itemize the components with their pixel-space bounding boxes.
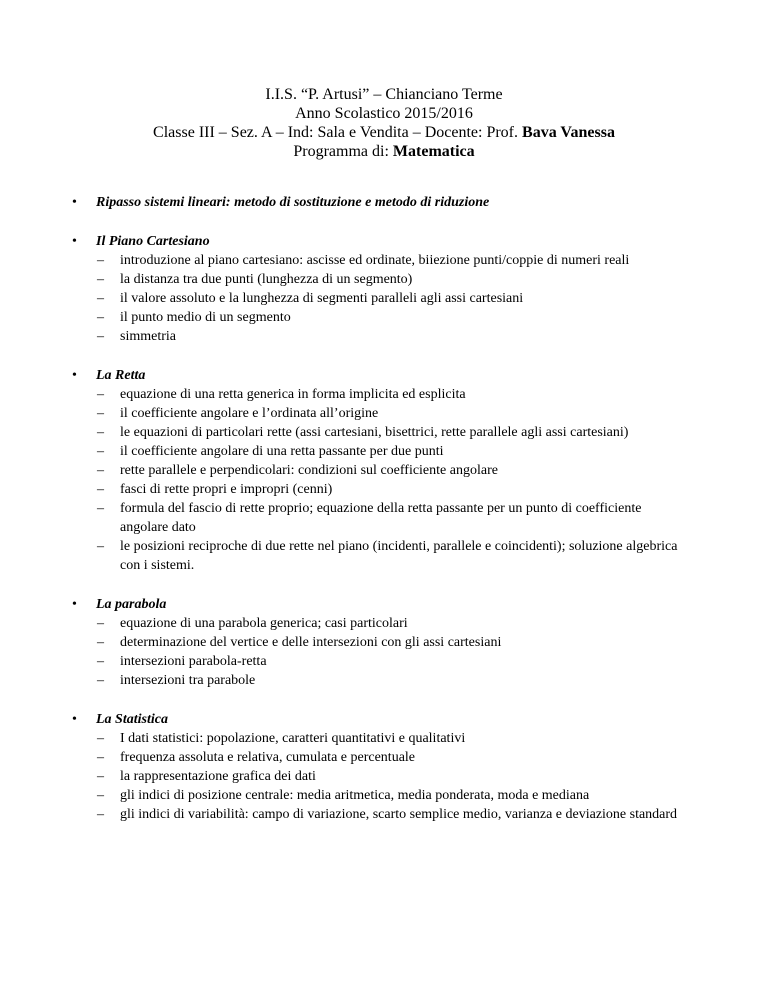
program-section <box>0 193 768 212</box>
dash-icon: – <box>97 253 104 268</box>
list-item <box>0 537 684 575</box>
list-item-text: intersezioni tra parabole <box>120 673 256 688</box>
dash-icon: – <box>97 616 104 631</box>
dash-icon: – <box>97 539 104 554</box>
list-item-text: intersezioni parabola-retta <box>120 654 267 669</box>
list-item-text: frequenza assoluta e relativa, cumulata e percentuale <box>120 750 416 765</box>
list-item <box>0 805 684 824</box>
dash-icon: – <box>97 406 104 421</box>
bullet-icon: • <box>72 368 77 383</box>
list-item-text: determinazione del vertice e delle intersezioni con gli assi cartesiani <box>120 635 502 650</box>
list-item-text: le posizioni reciproche di due rette nel piano (incidenti, parallele e coincidenti); soluzione algebrica con i sistemi. <box>120 539 678 573</box>
bullet-icon: • <box>72 712 77 727</box>
dash-icon: – <box>97 329 104 344</box>
list-item-text: la rappresentazione grafica dei dati <box>120 769 316 784</box>
bullet-icon: • <box>72 195 77 210</box>
list-item-text: equazione di una retta generica in forma implicita ed esplicita <box>120 387 466 402</box>
list-item <box>0 652 684 671</box>
program-section <box>0 366 768 575</box>
list-item <box>0 289 684 308</box>
list-item-text: le equazioni di particolari rette (assi cartesiani, bisettrici, rette parallele agli assi cartesiani) <box>120 425 629 440</box>
list-item <box>0 748 684 767</box>
school-year: Anno Scolastico 2015/2016 <box>295 105 473 122</box>
list-item <box>0 633 684 652</box>
list-item <box>0 461 684 480</box>
subject-name: Matematica <box>392 143 475 160</box>
dash-icon: – <box>97 291 104 306</box>
dash-icon: – <box>97 387 104 402</box>
list-item-text: il punto medio di un segmento <box>120 310 291 325</box>
program-title <box>0 142 768 161</box>
teacher-name: Bava Vanessa <box>522 124 615 141</box>
list-item <box>0 729 684 748</box>
list-item-text: la distanza tra due punti (lunghezza di un segmento) <box>120 272 413 287</box>
dash-icon: – <box>97 444 104 459</box>
list-item <box>0 499 684 537</box>
list-item-text: il valore assoluto e la lunghezza di segmenti paralleli agli assi cartesiani <box>120 291 524 306</box>
dash-icon: – <box>97 272 104 287</box>
dash-icon: – <box>97 807 104 822</box>
bullet-icon: • <box>72 597 77 612</box>
section-title: La Statistica <box>96 712 168 727</box>
list-item-text: equazione di una parabola generica; casi particolari <box>120 616 408 631</box>
bullet-icon: • <box>72 234 77 249</box>
dash-icon: – <box>97 769 104 784</box>
dash-icon: – <box>97 425 104 440</box>
dash-icon: – <box>97 463 104 478</box>
section-item-list <box>0 729 768 824</box>
list-item <box>0 251 684 270</box>
list-item-text: il coefficiente angolare di una retta passante per due punti <box>120 444 444 459</box>
section-item-list <box>0 385 768 575</box>
section-title: La Retta <box>96 368 146 383</box>
list-item-text: rette parallele e perpendicolari: condizioni sul coefficiente angolare <box>120 463 498 478</box>
list-item-text: I dati statistici: popolazione, caratteri quantitativi e qualitativi <box>120 731 466 746</box>
class-info <box>0 123 768 142</box>
section-item-list <box>0 251 768 346</box>
program-section <box>0 710 768 824</box>
section-title: Ripasso sistemi lineari: metodo di sostituzione e metodo di riduzione <box>96 195 490 210</box>
program-label: Programma di: <box>293 143 393 160</box>
dash-icon: – <box>97 482 104 497</box>
list-item-text: gli indici di posizione centrale: media aritmetica, media ponderata, moda e mediana <box>120 788 590 803</box>
dash-icon: – <box>97 673 104 688</box>
school-name: I.I.S. “P. Artusi” – Chianciano Terme <box>265 86 503 103</box>
dash-icon: – <box>97 501 104 516</box>
dash-icon: – <box>97 635 104 650</box>
program-section <box>0 595 768 690</box>
program-section <box>0 232 768 346</box>
class-info-text: Classe III – Sez. A – Ind: Sala e Vendita – Docente: Prof. <box>153 124 523 141</box>
list-item <box>0 308 684 327</box>
dash-icon: – <box>97 654 104 669</box>
document-header <box>0 85 768 161</box>
list-item <box>0 327 684 346</box>
list-item <box>0 423 684 442</box>
section-item-list <box>0 614 768 690</box>
list-item <box>0 385 684 404</box>
list-item <box>0 786 684 805</box>
section-title: Il Piano Cartesiano <box>96 234 210 249</box>
list-item <box>0 270 684 289</box>
program-sections <box>0 193 768 844</box>
list-item-text: introduzione al piano cartesiano: ascisse ed ordinate, biiezione punti/coppie di numeri reali <box>120 253 630 268</box>
dash-icon: – <box>97 750 104 765</box>
list-item <box>0 614 684 633</box>
list-item-text: simmetria <box>120 329 176 344</box>
list-item-text: il coefficiente angolare e l’ordinata all’origine <box>120 406 379 421</box>
list-item <box>0 442 684 461</box>
list-item <box>0 480 684 499</box>
list-item <box>0 671 684 690</box>
list-item-text: gli indici di variabilità: campo di variazione, scarto semplice medio, varianza e deviazione standard <box>120 807 678 822</box>
section-title: La parabola <box>96 597 167 612</box>
list-item <box>0 404 684 423</box>
list-item <box>0 767 684 786</box>
dash-icon: – <box>97 788 104 803</box>
list-item-text: formula del fascio di rette proprio; equazione della retta passante per un punto di coefficiente angolare dato <box>120 501 642 535</box>
list-item-text: fasci di rette propri e impropri (cenni) <box>120 482 333 497</box>
dash-icon: – <box>97 731 104 746</box>
dash-icon: – <box>97 310 104 325</box>
